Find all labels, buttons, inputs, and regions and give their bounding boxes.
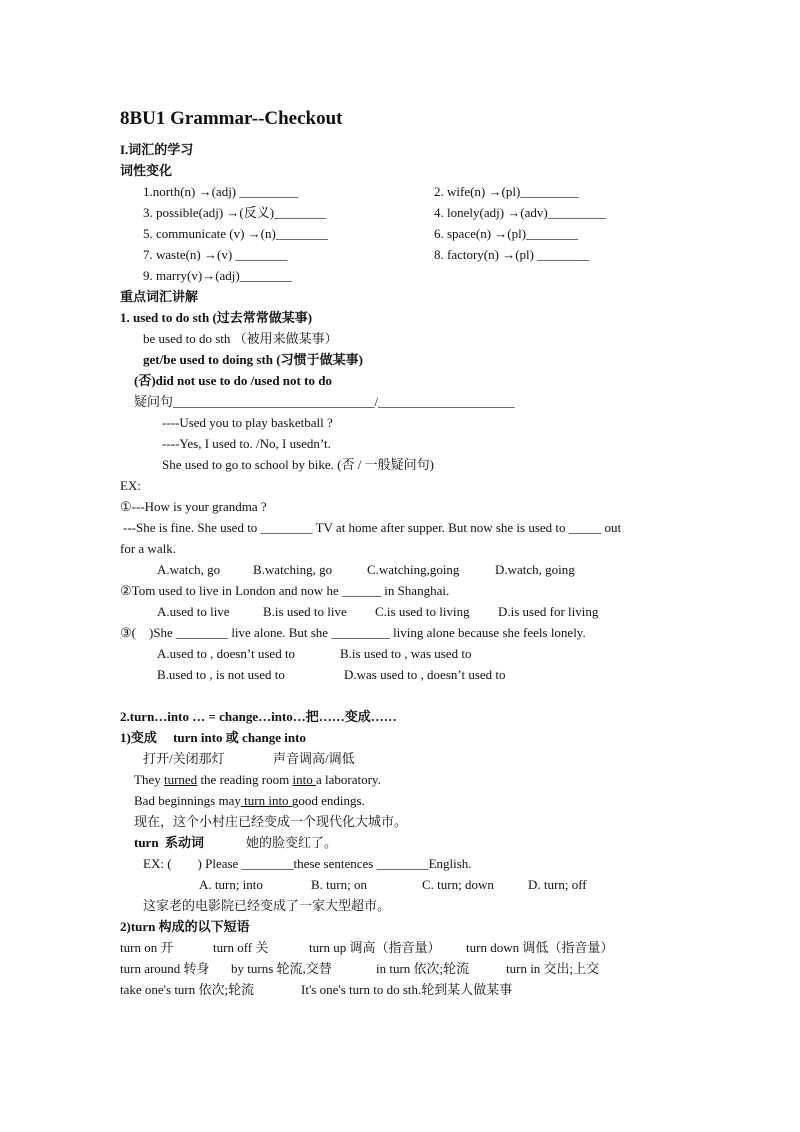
option: C.is used to living	[375, 604, 470, 619]
word-form-item: 9. marry(v)→(adj)________	[143, 268, 292, 283]
sub-heading: 词性变化	[120, 163, 173, 178]
underlined-word: into	[292, 772, 316, 787]
word-form-item: 8. factory(n) →(pl) ________	[434, 247, 590, 262]
option: B.used to , is not used to	[157, 667, 285, 682]
page-title: 8BU1 Grammar--Checkout	[120, 108, 343, 129]
ex-label: EX:	[120, 478, 141, 493]
question-stem: ③( )She ________ live alone. But she _________ living alone because she feels lonely.	[120, 625, 586, 640]
point-heading: 2.turn…into … = change…into…把……变成……	[120, 709, 397, 724]
option: B.is used to live	[263, 604, 347, 619]
example-sentence: Bad beginnings may turn into good endings.	[134, 793, 365, 808]
word-form-item: 4. lonely(adj) →(adv)_________	[434, 205, 607, 220]
option: C. turn; down	[422, 877, 494, 892]
phrase-item: turn off 关	[213, 940, 269, 955]
option: A.used to , doesn’t used to	[157, 646, 296, 661]
usage-line: (否)did not use to do /used not to do	[134, 373, 332, 388]
word-form-item: 3. possible(adj) →(反义)________	[143, 205, 327, 220]
option: A.watch, go	[157, 562, 221, 577]
example-sentence: They turned the reading room into a laboratory.	[134, 772, 381, 787]
question-line: ---She is fine. She used to ________ TV at home after supper. But now she is used to _____ out	[123, 520, 622, 535]
usage-line: get/be used to doing sth (习惯于做某事)	[143, 352, 363, 367]
option: B.watching, go	[253, 562, 333, 577]
linking-verb-label: turn 系动词	[134, 835, 205, 850]
translation-line: 现在，这个小村庄已经变成一个现代化大城市。	[134, 814, 408, 829]
option: C.watching,going	[367, 562, 460, 577]
phrase-item: turn down 调低（指音量）	[466, 940, 614, 955]
word-form-item: 5. communicate (v) →(n)________	[143, 226, 328, 241]
section-heading: I.词汇的学习	[120, 142, 194, 157]
word-form-item: 2. wife(n) →(pl)_________	[434, 184, 579, 199]
option: A.used to live	[157, 604, 230, 619]
underlined-word: turn into	[240, 793, 292, 808]
example-line: She used to go to school by bike. (否 / 一般疑问句)	[162, 457, 434, 472]
question-stem: ①---How is your grandma ?	[120, 499, 267, 514]
dialogue-line: ----Yes, I used to. /No, I usedn’t.	[162, 436, 331, 451]
option: D. turn; off	[528, 877, 587, 892]
translation-line: 这家老的电影院已经变成了一家大型超市。	[143, 898, 391, 913]
word-form-item: 6. space(n) →(pl)________	[434, 226, 579, 241]
question-form-line: 疑问句_______________________________/_____________________	[134, 394, 515, 409]
phrase: 打开/关闭那灯	[143, 751, 225, 766]
word-form-item: 1.north(n) →(adj) _________	[143, 184, 298, 199]
point-heading: 1. used to do sth (过去常常做某事)	[120, 310, 313, 325]
phrase-item: in turn 依次;轮流	[376, 961, 470, 976]
option: D.watch, going	[495, 562, 575, 577]
question-stem: ②Tom used to live in London and now he ______ in Shanghai.	[120, 583, 450, 598]
option: B.is used to , was used to	[340, 646, 472, 661]
phrase-item: by turns 轮流,交替	[231, 961, 332, 976]
key-words-heading: 重点词汇讲解	[120, 289, 199, 304]
option: D.was used to , doesn’t used to	[344, 667, 506, 682]
question-line: for a walk.	[120, 541, 176, 556]
usage-line: be used to do sth （被用来做某事）	[143, 331, 338, 346]
question-stem: EX: ( ) Please ________these sentences ________English.	[143, 856, 472, 871]
option: A. turn; into	[199, 877, 263, 892]
option: B. turn; on	[311, 877, 367, 892]
phrase-item: It's one's turn to do sth.轮到某人做某事	[301, 982, 513, 997]
phrase-item: turn in 交出;上交	[506, 961, 600, 976]
phrase-item: take one's turn 依次;轮流	[120, 982, 255, 997]
phrase-item: turn on 开	[120, 940, 174, 955]
sub-heading: 2)turn 构成的以下短语	[120, 919, 250, 934]
translation-line: 她的脸变红了。	[246, 835, 338, 850]
sub-heading: 1)变成 turn into 或 change into	[120, 730, 306, 745]
word-form-item: 7. waste(n) →(v) ________	[143, 247, 288, 262]
dialogue-line: ----Used you to play basketball ?	[162, 415, 333, 430]
option: D.is used for living	[498, 604, 599, 619]
underlined-word: turned	[163, 772, 198, 787]
phrase: 声音调高/调低	[273, 751, 355, 766]
phrase-item: turn up 调高（指音量）	[309, 940, 441, 955]
phrase-item: turn around 转身	[120, 961, 210, 976]
